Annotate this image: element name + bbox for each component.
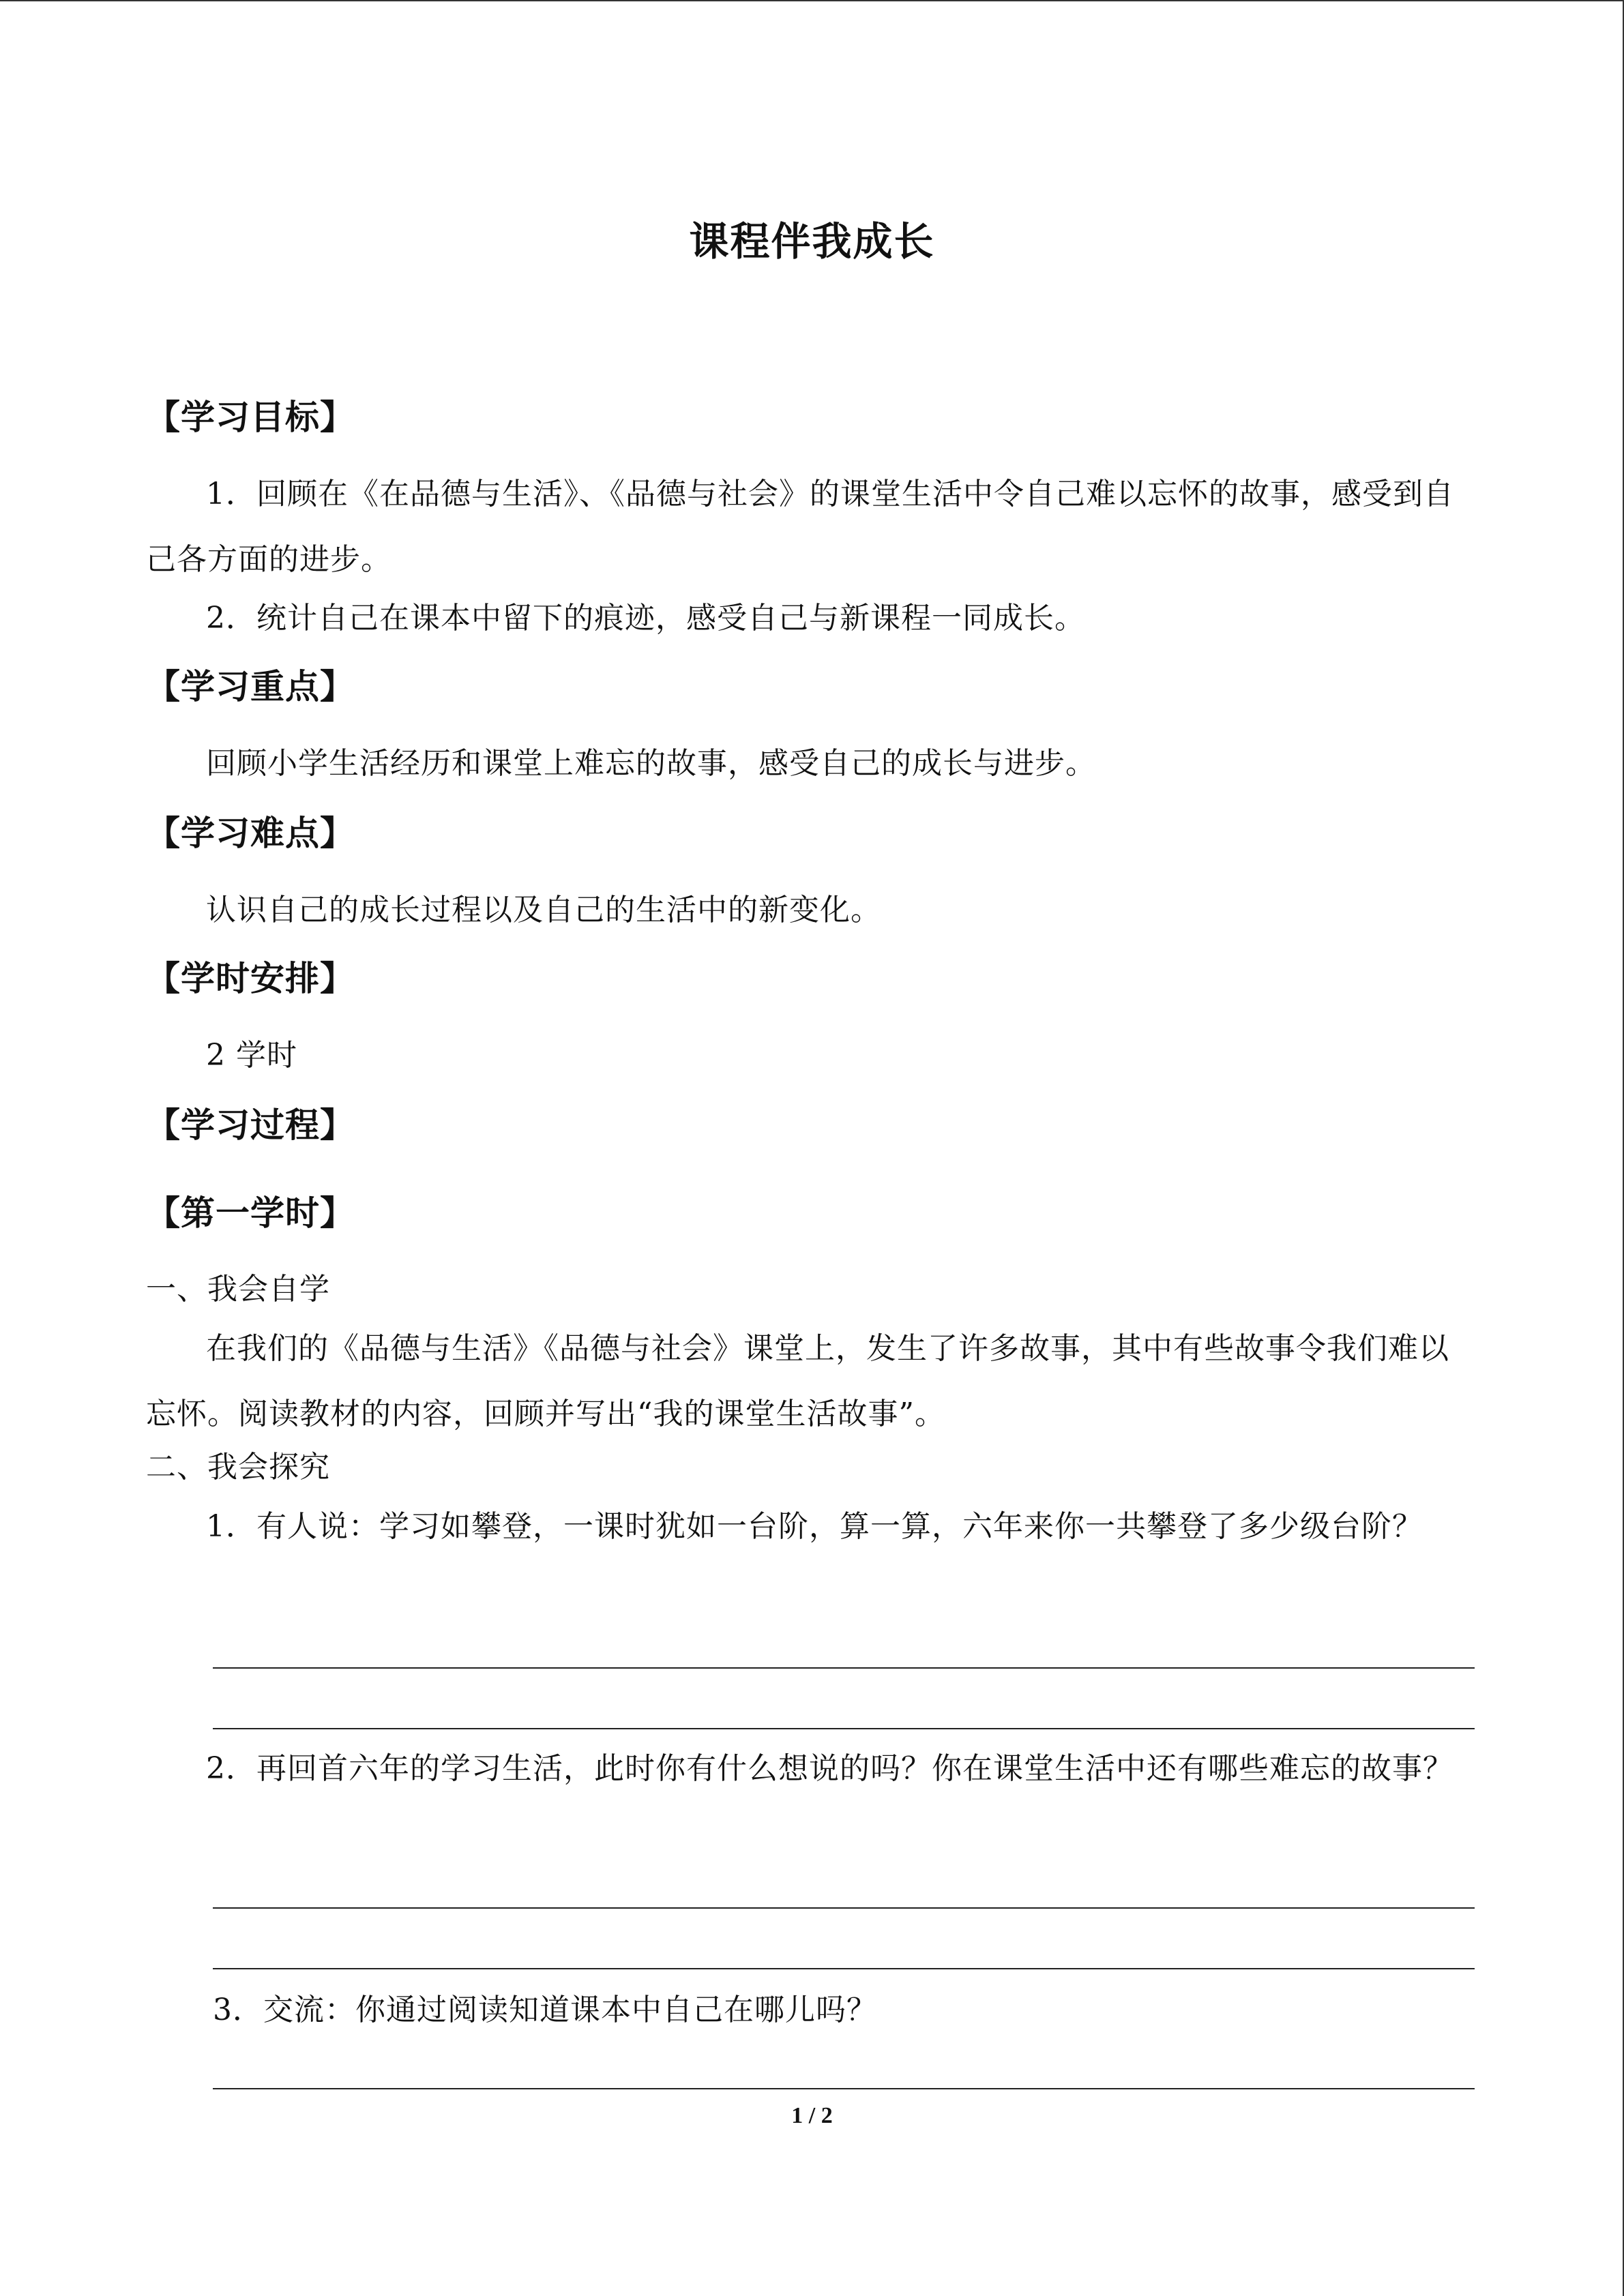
objective-item-2: 2．统计自己在课本中留下的痕迹，感受自己与新课程一同成长。 [206, 601, 1085, 636]
answer-line[interactable] [213, 1728, 1475, 1729]
explore-question-2: 2．再回首六年的学习生活，此时你有什么想说的吗？你在课堂生活中还有哪些难忘的故事？ [206, 1751, 1453, 1786]
explore-question-1: 1．有人说：学习如攀登，一课时犹如一台阶，算一算，六年来你一共攀登了多少级台阶？ [206, 1509, 1423, 1544]
schedule-heading: 【学时安排】 [146, 959, 355, 998]
schedule-text: 2 学时 [206, 1038, 297, 1073]
self-study-label: 一、我会自学 [146, 1272, 330, 1307]
explore-question-3: 3．交流：你通过阅读知道课本中自己在哪儿吗？ [213, 1993, 877, 2027]
objective-item-1: 1．回顾在《在品德与生活》、《品德与社会》的课堂生活中令自己难以忘怀的故事，感受到自己各方面的进步。 [146, 477, 1454, 577]
self-study-text: 在我们的《品德与生活》《品德与社会》课堂上，发生了许多故事，其中有些故事令我们难以忘怀。阅读教材的内容，回顾并写出“我的课堂生活故事”。 [146, 1331, 1449, 1431]
answer-line[interactable] [213, 2088, 1475, 2089]
process-heading: 【学习过程】 [146, 1105, 355, 1145]
first-period-heading: 【第一学时】 [146, 1193, 355, 1233]
answer-line[interactable] [213, 1907, 1475, 1909]
answer-line[interactable] [213, 1667, 1475, 1669]
difficulties-text: 认识自己的成长过程以及自己的生活中的新变化。 [206, 893, 881, 927]
answer-line[interactable] [213, 1968, 1475, 1969]
objectives-heading: 【学习目标】 [146, 398, 355, 437]
page-number: 1 / 2 [791, 2103, 833, 2128]
explore-label: 二、我会探究 [146, 1450, 330, 1485]
key-points-text: 回顾小学生活经历和课堂上难忘的故事，感受自己的成长与进步。 [206, 746, 1096, 781]
page-title: 课程伴我成长 [689, 218, 935, 265]
key-points-heading: 【学习重点】 [146, 667, 355, 706]
difficulties-heading: 【学习难点】 [146, 814, 355, 853]
